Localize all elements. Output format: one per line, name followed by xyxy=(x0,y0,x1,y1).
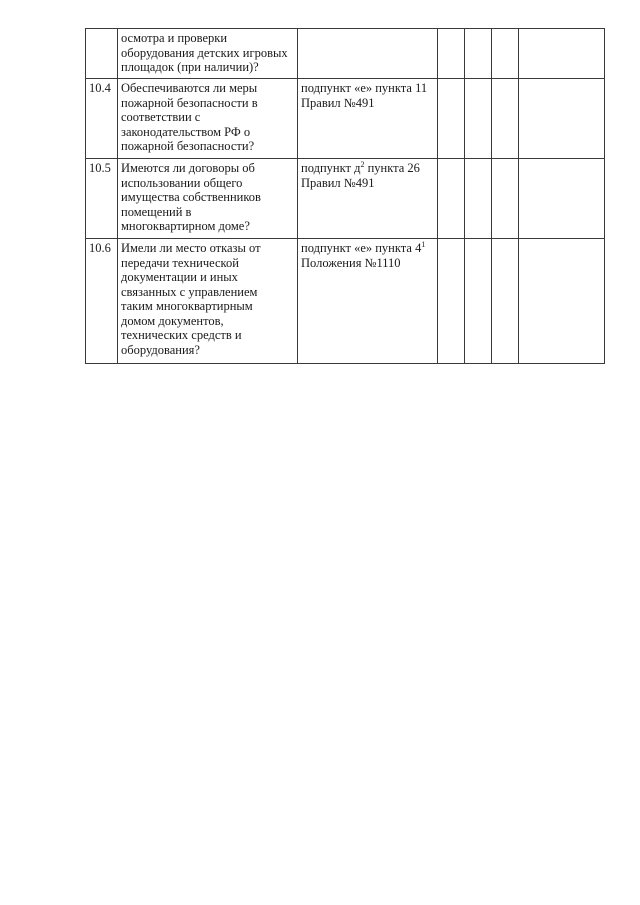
table-row xyxy=(86,29,605,79)
item-number xyxy=(86,29,118,79)
question-text: Имели ли место отказы от передачи технической документации и иных связанных с управлением таким многоквартирным домом документов, технических средств и оборудования? xyxy=(118,239,298,364)
item-number: 10.6 xyxy=(86,239,118,364)
answer-no-cell[interactable] xyxy=(465,79,492,159)
note-cell[interactable] xyxy=(519,29,605,79)
answer-yes-cell[interactable] xyxy=(438,79,465,159)
table-row xyxy=(86,79,605,159)
answer-no-cell[interactable] xyxy=(465,159,492,239)
note-cell[interactable] xyxy=(519,159,605,239)
checklist-table xyxy=(85,28,605,364)
table-row xyxy=(86,239,605,364)
legal-reference: подпункт «е» пункта 11 Правил №491 xyxy=(298,79,438,159)
question-text: Обеспечиваются ли меры пожарной безопасности в соответствии с законодательством РФ о пожарной безопасности? xyxy=(118,79,298,159)
note-cell[interactable] xyxy=(519,239,605,364)
legal-reference: подпункт $д^2$ пункта 26 Правил №491 xyxy=(298,159,438,239)
answer-yes-cell[interactable] xyxy=(438,29,465,79)
answer-no-cell[interactable] xyxy=(465,29,492,79)
answer-na-cell[interactable] xyxy=(492,159,519,239)
legal-reference xyxy=(298,29,438,79)
table-row xyxy=(86,159,605,239)
answer-na-cell[interactable] xyxy=(492,79,519,159)
answer-yes-cell[interactable] xyxy=(438,159,465,239)
question-text: осмотра и проверки оборудования детских игровых площадок (при наличии)? xyxy=(118,29,298,79)
answer-yes-cell[interactable] xyxy=(438,239,465,364)
item-number: 10.4 xyxy=(86,79,118,159)
answer-na-cell[interactable] xyxy=(492,29,519,79)
question-text: Имеются ли договоры об использовании общего имущества собственников помещений в многоквартирном доме? xyxy=(118,159,298,239)
legal-reference: подпункт «е» пункта $4^1$ Положения №1110 xyxy=(298,239,438,364)
item-number: 10.5 xyxy=(86,159,118,239)
answer-na-cell[interactable] xyxy=(492,239,519,364)
answer-no-cell[interactable] xyxy=(465,239,492,364)
note-cell[interactable] xyxy=(519,79,605,159)
